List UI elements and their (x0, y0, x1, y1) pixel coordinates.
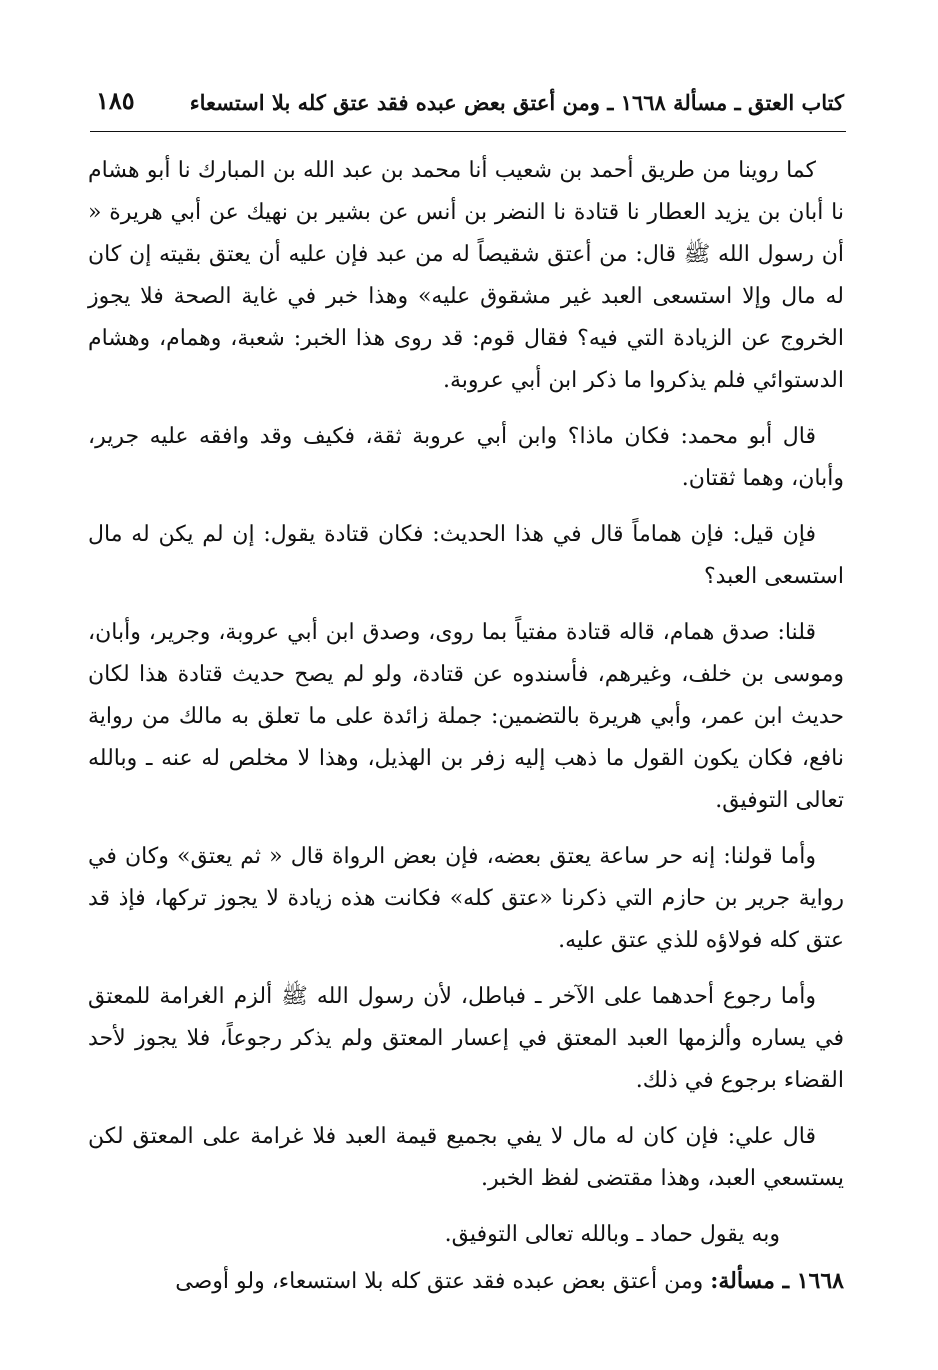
issue-1668 (88, 1260, 844, 1303)
page-number: ١٨٥ (96, 86, 135, 115)
paragraph-recourse: وأما رجوع أحدهما على الآخر ـ فباطل، لأن رسول الله ﷺ ألزم الغرامة للمعتق في يساره وألزمها العبد المعتق في إعسار المعتق ولم يذكر رجوعاً، فلا يجوز لأحد القضاء برجوع في ذلك. (88, 984, 844, 1093)
paragraph-closing: وبه يقول حماد ـ وبالله تعالى التوفيق. (444, 1222, 780, 1247)
page-body (88, 150, 844, 1317)
paragraph-ali: قال علي: فإن كان له مال لا يفي بجميع قيمة العبد فلا غرامة على المعتق لكن يستسعي العبد، وهذا مقتضى لفظ الخبر. (88, 1124, 844, 1191)
page-header (92, 84, 844, 124)
issue-heading: ١٦٦٨ ـ مسألة: (710, 1268, 844, 1294)
paragraph-hadith-chain: كما روينا من طريق أحمد بن شعيب أنا محمد بن عبد الله بن المبارك نا أبو هشام نا أبان بن يزيد العطار نا قتادة نا النضر بن أنس عن بشير بن نهيك عن أبي هريرة « أن رسول الله ﷺ قال: من أعتق شقيصاً له من عبد فإن عليه أن يعتق بقيته إن كان له مال وإلا استسعى العبد غير مشقوق عليه» وهذا خبر في غاية الصحة فلا يجوز الخروج عن الزيادة التي فيه؟ فقال قوم: قد روى هذا الخبر: شعبة، وهمام، وهشام الدستوائي فلم يذكروا ما ذكر ابن أبي عروبة. (88, 158, 844, 393)
paragraph-objection: فإن قيل: فإن هماماً قال في هذا الحديث: فكان قتادة يقول: إن لم يكن له مال استسعى العبد؟ (88, 522, 844, 589)
header-divider (90, 131, 846, 132)
issue-text: ومن أعتق بعض عبده فقد عتق كله بلا استسعاء، ولو أوصى (175, 1269, 704, 1294)
paragraph-freed-status: وأما قولنا: إنه حر ساعة يعتق بعضه، فإن بعض الرواة قال « ثم يعتق» وكان في رواية جرير بن حازم التي ذكرنا «عتق كله» فكانت هذه زيادة لا يجوز تركها، فإذ قد عتق كله فولاؤه للذي عتق عليه. (88, 844, 844, 953)
paragraph-abu-muhammad: قال أبو محمد: فكان ماذا؟ وابن أبي عروبة ثقة، فكيف وقد وافقه عليه جرير، وأبان، وهما ثقتان. (88, 424, 844, 491)
running-title: كتاب العتق ـ مسألة ١٦٦٨ ـ ومن أعتق بعض عبده فقد عتق كله بلا استسعاء (189, 90, 844, 115)
paragraph-reply: قلنا: صدق همام، قاله قتادة مفتياً بما روى، وصدق ابن أبي عروبة، وجرير، وأبان، وموسى بن خلف، وغيرهم، فأسندوه عن قتادة، ولو لم يصح حديث قتادة هذا لكان حديث ابن عمر، وأبي هريرة بالتضمين: جملة زائدة على ما تعلق به مالك من رواية نافع، فكان يكون القول ما ذهب إليه زفر بن الهذيل، وهذا لا مخلص له عنه ـ وبالله تعالى التوفيق. (88, 620, 844, 813)
